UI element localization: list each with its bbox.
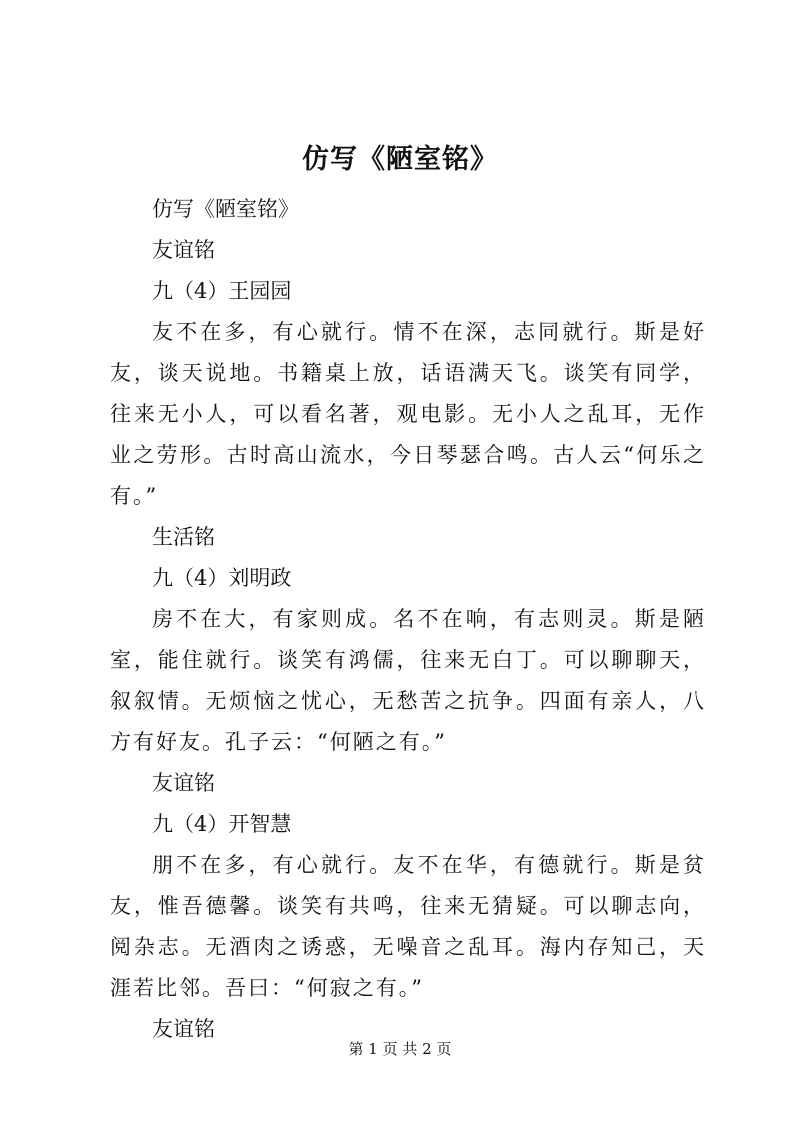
document-body [110, 189, 706, 1050]
body-paragraph: 友不在多，有心就行。情不在深，志同就行。斯是好友，谈天说地。书籍桌上放，话语满天飞。谈笑有同学，往来无小人，可以看名著，观电影。无小人之乱耳，无作业之劳形。古时高山流水，今日琴瑟合鸣。古人云“何乐之有。” [110, 320, 706, 508]
page-footer: 第 1 页 共 2 页 [348, 1040, 452, 1058]
section-author: 九（4）王园园 [152, 279, 292, 303]
section-heading: 友谊铭 [152, 771, 215, 795]
section-heading: 友谊铭 [152, 238, 215, 262]
section-author: 九（4）刘明政 [152, 566, 292, 590]
section-heading: 友谊铭 [152, 1017, 215, 1041]
body-paragraph: 房不在大，有家则成。名不在响，有志则灵。斯是陋室，能住就行。谈笑有鸿儒，往来无白丁。可以聊聊天，叙叙情。无烦恼之忧心，无愁苦之抗争。四面有亲人，八方有好友。孔子云：“何陋之有。” [110, 607, 706, 754]
subtitle-line: 仿写《陋室铭》 [152, 197, 299, 221]
section-heading: 生活铭 [152, 525, 215, 549]
section-author: 九（4）开智慧 [152, 812, 292, 836]
body-paragraph: 朋不在多，有心就行。友不在华，有德就行。斯是贫友，惟吾德馨。谈笑有共鸣，往来无猜疑。可以聊志向，阅杂志。无酒肉之诱惑，无噪音之乱耳。海内存知己，天涯若比邻。吾曰：“何寂之有。” [110, 853, 706, 1000]
document-title: 仿写《陋室铭》 [302, 144, 498, 175]
